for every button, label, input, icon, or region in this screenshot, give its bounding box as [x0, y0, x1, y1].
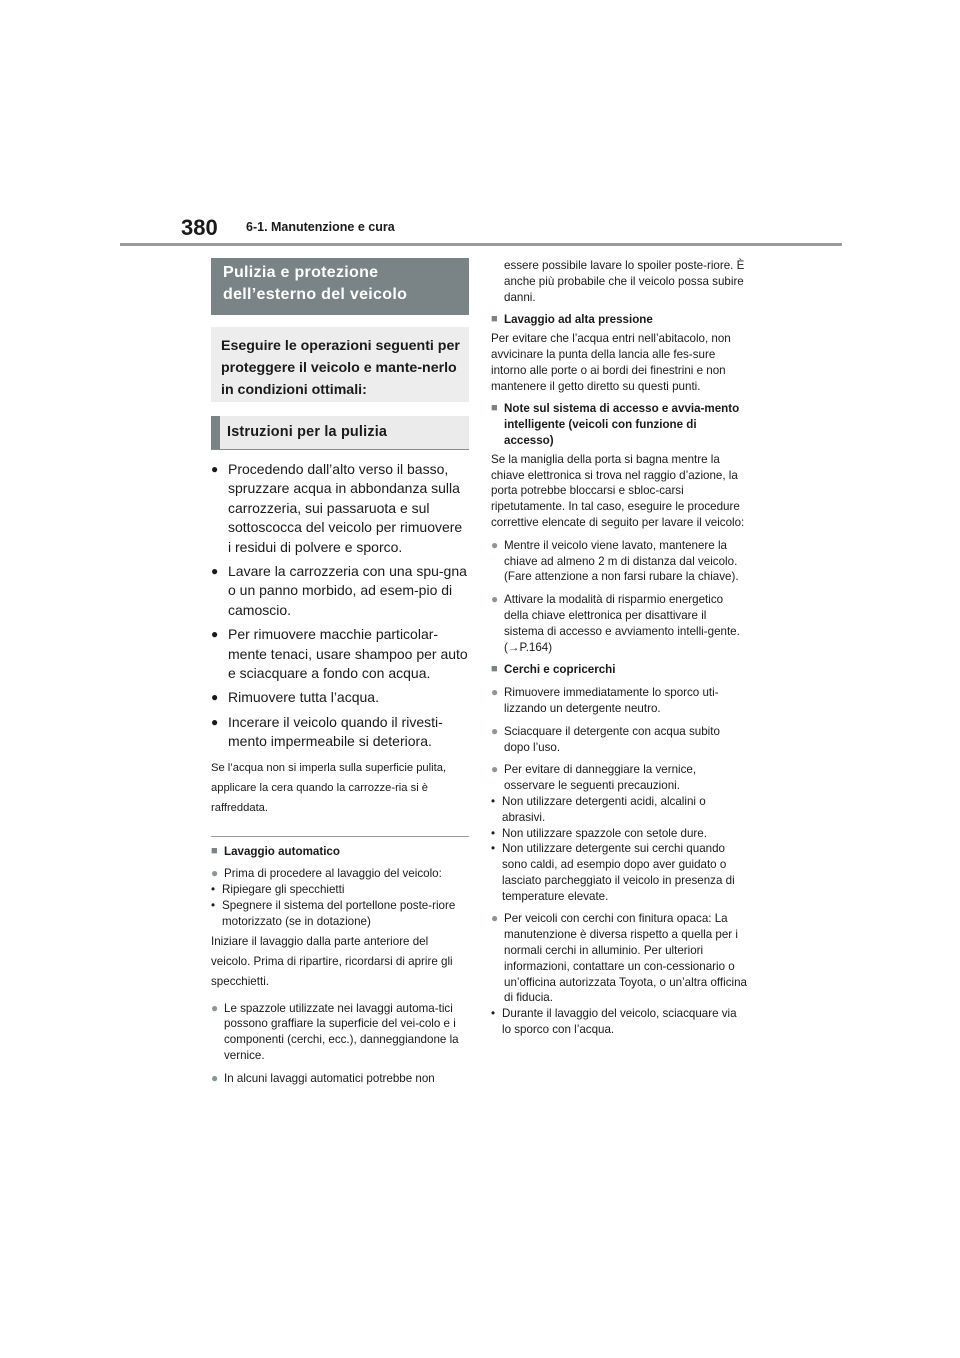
- list-item: ● Lavare la carrozzeria con una spu-gna o un panno morbido, ad esem-pio di camoscio.: [211, 562, 469, 620]
- sub-item: • Durante il lavaggio del veicolo, sciacquare via lo sporco con l’acqua.: [491, 1007, 737, 1037]
- high-pressure-heading: ■ Lavaggio ad alta pressione: [491, 313, 653, 327]
- circle-bullet-icon: ●: [211, 866, 219, 881]
- circle-bullet-icon: ●: [491, 911, 499, 926]
- list-item: ● Attivare la modalità di risparmio energetico della chiave elettronica per disattivare il sistema di accesso e avviamento intelli-gente. (→P.164): [491, 592, 740, 654]
- list-item: ● Per rimuovere macchie particolar-mente tenaci, usare shampoo per auto e sciacquare a fondo con acqua.: [211, 625, 469, 683]
- high-pressure-text: Per evitare che l’acqua entri nell’abitacolo, non avvicinare la punta della lancia alle fes-sure intorno alle porte o ai bordi dei finestrini e non mantenere il getto diretto su questi punti.: [491, 332, 731, 393]
- bullet-icon: ●: [211, 627, 219, 642]
- square-bullet-icon: ■: [491, 402, 498, 415]
- circle-bullet-icon: ●: [491, 762, 499, 777]
- sub-item: • Ripiegare gli specchietti: [211, 883, 345, 897]
- circle-bullet-icon: ●: [491, 592, 499, 607]
- wax-note: Se l’acqua non si imperla sulla superficie pulita, applicare la cera quando la carrozze-ria si è raffreddata.: [211, 761, 447, 814]
- right-column: [491, 258, 747, 1038]
- square-bullet-icon: ■: [491, 663, 498, 676]
- square-bullet-icon: ■: [491, 313, 498, 326]
- bullet-icon: ●: [211, 714, 219, 729]
- page-number: 380: [181, 215, 218, 240]
- bullet-icon: ●: [211, 462, 219, 476]
- list-item: ● Le spazzole utilizzate nei lavaggi automa-tici possono graffiare la superficie del vei-colo e i componenti (cerchi, ecc.), danneggiandone la vernice.: [211, 1000, 459, 1063]
- circle-bullet-icon: ●: [491, 685, 499, 700]
- subsection-title: Istruzioni per la pulizia: [227, 424, 388, 440]
- cleaning-steps: [211, 460, 469, 752]
- circle-bullet-icon: ●: [211, 1000, 219, 1015]
- list-item: ● Sciacquare il detergente con acqua subito dopo l’uso.: [491, 723, 720, 754]
- circle-bullet-icon: ●: [211, 1070, 219, 1085]
- sub-item: • Non utilizzare spazzole con setole dure.: [491, 826, 707, 840]
- list-item: ● Per veicoli con cerchi con finitura opaca: La manutenzione è diversa rispetto a quella per i normali cerchi in alluminio. Per ulteriori informazioni, contattare un con-cessionario o un’officina autorizzata Toyota, o un’altra officina di fiducia. • Durante il lavaggio del veicolo, sciacquare via lo sporco con l’acqua.: [491, 911, 747, 1037]
- sub-item: • Non utilizzare detergente sui cerchi quando sono caldi, ad esempio dopo aver guidato o lasciato parcheggiato il veicolo in presenza di temperature elevate.: [491, 842, 735, 903]
- wheels-heading: ■ Cerchi e copricerchi: [491, 663, 616, 677]
- circle-bullet-icon: ●: [491, 537, 499, 552]
- bullet-icon: ●: [211, 564, 219, 579]
- list-item: ● Prima di procedere al lavaggio del veicolo: • Ripiegare gli specchietti • Spegnere il sistema del portellone poste-riore motorizzato (se in dotazione): [211, 866, 469, 929]
- bullet-icon: ●: [211, 690, 219, 705]
- smart-key-text: Se la maniglia della porta si bagna mentre la chiave elettronica si trova nel raggio d’azione, la porta potrebbe bloccarsi e sbloc-carsi ripetutamente. In tal caso, eseguire le procedure correttive elencate di seguito per lavare il veicolo:: [491, 452, 745, 529]
- banner-accent-bar: [211, 416, 220, 449]
- separator: [211, 836, 469, 837]
- auto-wash-paragraph: Iniziare il lavaggio dalla parte anteriore del veicolo. Prima di ripartire, ricordarsi di aprire gli specchietti.: [211, 934, 453, 988]
- continued-text: essere possibile lavare lo spoiler poste-riore. È anche più probabile che il veicolo possa subire danni.: [504, 259, 745, 304]
- header-rule: [120, 243, 842, 246]
- list-item: ● Per evitare di danneggiare la vernice, osservare le seguenti precauzioni. • Non utilizzare detergenti acidi, alcalini o abrasivi. • Non utilizzare spazzole con setole dure. • Non utilizzare detergente sui cerchi quando sono caldi, ad esempio dopo aver guidato o lasciato parcheggiato il veicolo in presenza di temperature elevate.: [491, 762, 747, 904]
- list-item: ● Mentre il veicolo viene lavato, mantenere la chiave ad almeno 2 m di distanza dal veicolo. (Fare attenzione a non farsi rubare la chiave).: [491, 537, 739, 584]
- chapter-title: 6-1. Manutenzione e cura: [246, 220, 395, 234]
- sub-item: • Spegnere il sistema del portellone poste-riore motorizzato (se in dotazione): [211, 899, 456, 928]
- list-item: ● In alcuni lavaggi automatici potrebbe non: [211, 1070, 435, 1085]
- list-item: ● Rimuovere immediatamente lo sporco uti-lizzando un detergente neutro.: [491, 685, 719, 715]
- smart-key-heading: ■ Note sul sistema di accesso e avvia-mento intelligente (veicoli con funzione di accesso): [491, 402, 740, 447]
- intro-box: Eseguire le operazioni seguenti per proteggere il veicolo e mante-nerlo in condizioni ottimali:: [211, 327, 469, 402]
- auto-wash-heading: ■ Lavaggio automatico: [211, 844, 340, 858]
- list-item: ● Procedendo dall’alto verso il basso, spruzzare acqua in abbondanza sulla carrozzeria, sui passaruota e sul sottoscocca del veicolo per rimuovere i residui di polvere e sporco.: [211, 460, 469, 557]
- list-item: ● Rimuovere tutta l’acqua.: [211, 688, 469, 707]
- list-item: ● Incerare il veicolo quando il rivesti-mento impermeabile si deteriora.: [211, 713, 469, 752]
- subsection-banner: [211, 416, 469, 450]
- circle-bullet-icon: ●: [491, 723, 499, 738]
- sub-item: • Non utilizzare detergenti acidi, alcalini o abrasivi.: [491, 794, 706, 824]
- section-title: Pulizia e protezione dell’esterno del veicolo: [211, 258, 469, 315]
- square-bullet-icon: ■: [211, 844, 218, 857]
- left-column: [211, 258, 469, 1087]
